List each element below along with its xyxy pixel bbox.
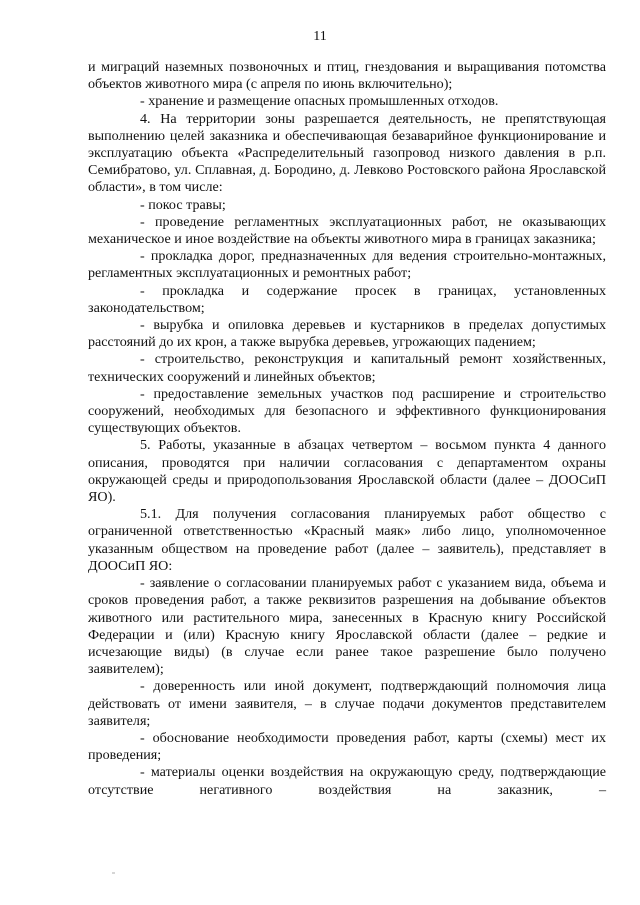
clause-5: 5. Работы, указанные в абзацах четвертом – восьмом пункта 4 данного описания, проводятся при наличии согласования с департаментом охраны окружающей среды и природопользования Ярославской области (далее – ДООСиП ЯО). xyxy=(88,437,606,506)
list-item-construction: - строительство, реконструкция и капитальный ремонт хозяйственных, технических сооружений и линейных объектов; xyxy=(88,351,606,385)
list-item-maintenance-works: - проведение регламентных эксплуатационных работ, не оказывающих механическое и иное воздействие на объекты животного мира в границах заказника; xyxy=(88,213,606,248)
clause-5-1: 5.1. Для получения согласования планируемых работ общество с ограниченной ответственностью «Красный маяк» либо лицо, уполномоченное указанным обществом на проведение работ (далее – заявитель), представляет в ДООСиП ЯО: xyxy=(88,506,606,574)
page-number: 11 xyxy=(313,29,327,44)
list-item-land-plots: - предоставление земельных участков под расширение и строительство сооружений, необходимых для безопасного и эффективного функционирования существующих объектов. xyxy=(88,385,606,437)
list-item-application: - заявление о согласовании планируемых работ с указанием вида, объема и сроков проведения работ, а также реквизитов разрешения на добывание объектов животного или растительного мира, занесенных в Красную книгу Российской Федерации и (или) Красную книгу Ярославской области (далее – редкие и исчезающие виды) (в случае если ранее такое разрешение было получено заявителем); xyxy=(88,575,606,678)
list-item-tree-cutting: - вырубка и опиловка деревьев и кустарников в пределах допустимых расстояний до их крон, а также вырубка деревьев, угрожающих падением; xyxy=(88,317,606,351)
list-item-justification: - обоснование необходимости проведения работ, карты (схемы) мест их проведения; xyxy=(88,729,606,764)
document-body xyxy=(88,59,606,799)
list-item-road-construction: - прокладка дорог, предназначенных для ведения строительно-монтажных, регламентных эксплуатационных и ремонтных работ; xyxy=(88,248,606,282)
paragraph-continuation: и миграций наземных позвоночных и птиц, гнездования и выращивания потомства объектов животного мира (с апреля по июнь включительно); xyxy=(88,59,606,93)
scan-speck xyxy=(112,872,115,874)
list-item-impact-assessment: - материалы оценки воздействия на окружающую среду, подтверждающие отсутствие негативного воздействия на заказник, – xyxy=(88,764,606,798)
list-item-clearings: - прокладка и содержание просек в границах, установленных законодательством; xyxy=(88,282,606,316)
list-item-hazardous-waste: - хранение и размещение опасных промышленных отходов. xyxy=(140,93,499,110)
list-item-mowing: - покос травы; xyxy=(140,196,226,213)
clause-4: 4. На территории зоны разрешается деятельность, не препятствующая выполнению целей заказника и обеспечивающая безаварийное функционирование и эксплуатацию объекта «Распределительный газопровод низкого давления в р.п. Семибратово, ул. Сплавная, д. Бородино, д. Левково Ростовского района Ярославской области», в том числе: xyxy=(88,110,606,196)
list-item-power-of-attorney: - доверенность или иной документ, подтверждающий полномочия лица действовать от имени заявителя, – в случае подачи документов представителем заявителя; xyxy=(88,678,606,729)
